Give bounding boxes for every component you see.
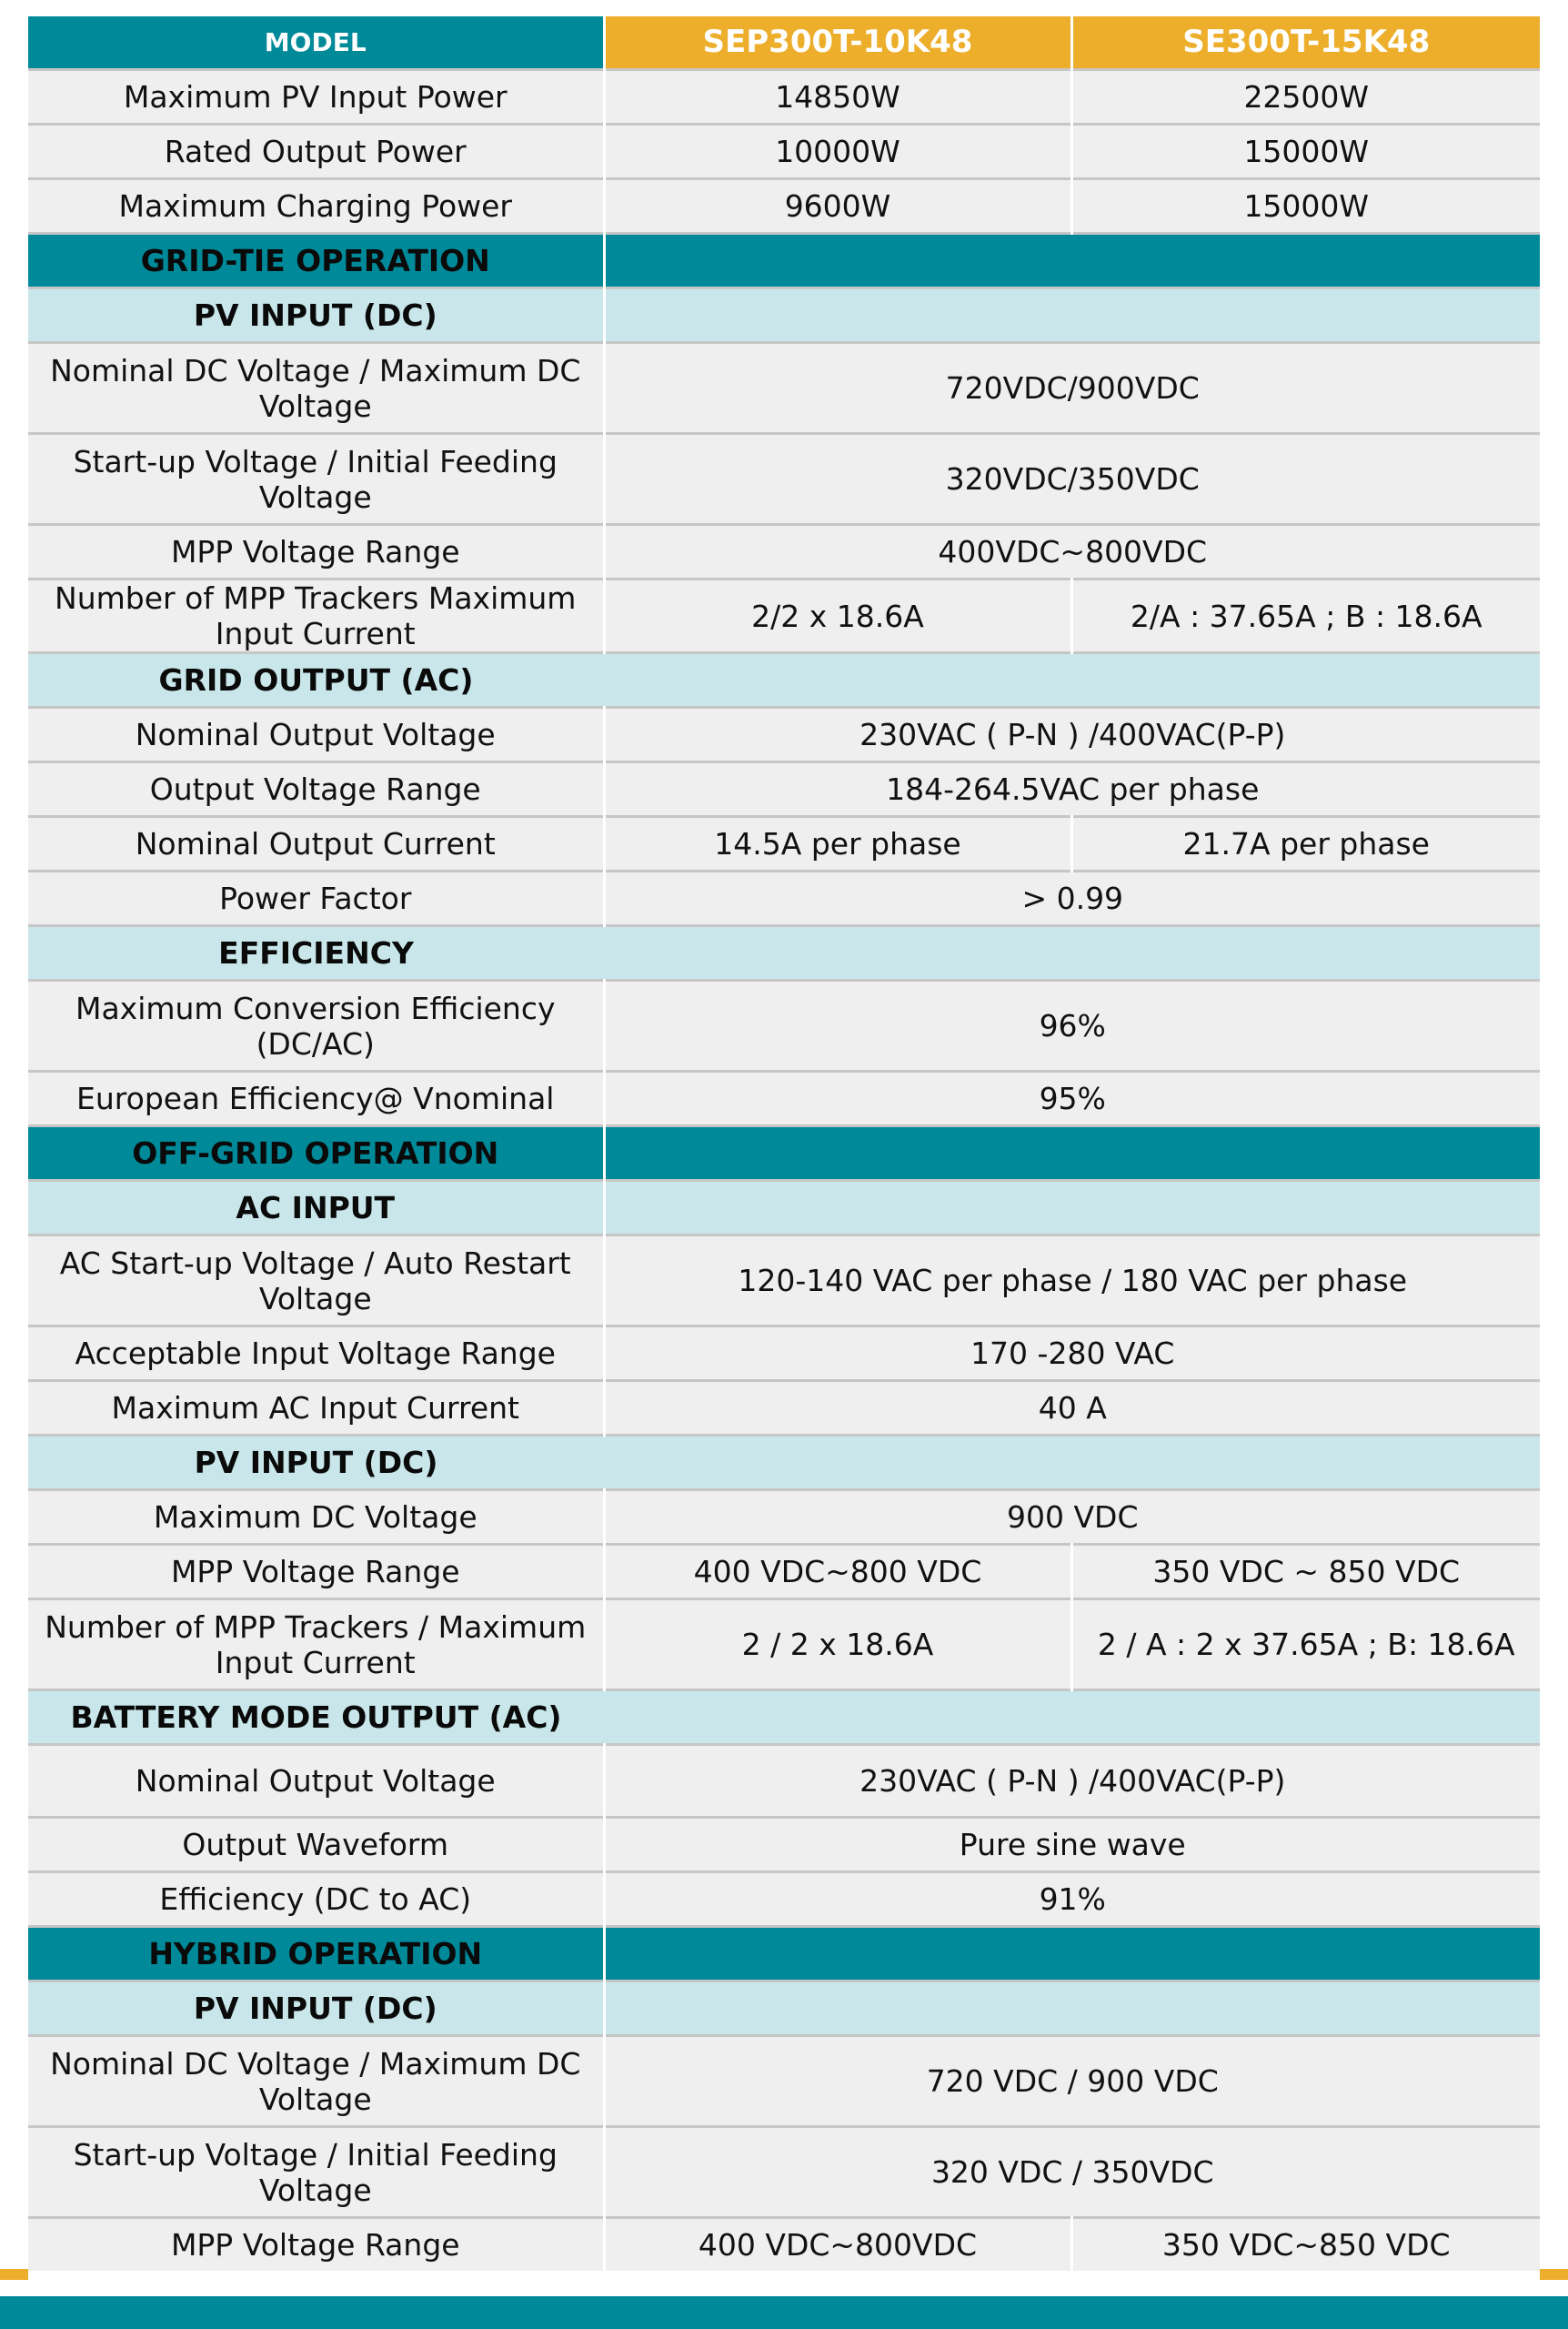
row-label: Efficiency (DC to AC) xyxy=(28,1872,604,1927)
row-label: Maximum Conversion Efficiency (DC/AC) xyxy=(28,981,604,1072)
subsection-filler xyxy=(604,653,1540,708)
table-row xyxy=(28,525,1540,580)
row-label: MPP Voltage Range xyxy=(28,525,604,580)
model-header-row xyxy=(28,16,1540,70)
row-value: 230VAC ( P-N ) /400VAC(P-P) xyxy=(604,708,1540,762)
row-value: 170 -280 VAC xyxy=(604,1326,1540,1381)
subsection-title: EFFICIENCY xyxy=(28,926,604,981)
subsection-title: BATTERY MODE OUTPUT (AC) xyxy=(28,1690,604,1745)
row-value: 96% xyxy=(604,981,1540,1072)
subsection-header-row xyxy=(28,926,1540,981)
table-row xyxy=(28,762,1540,817)
row-label: AC Start-up Voltage / Auto Restart Voltage xyxy=(28,1235,604,1326)
row-value-a: 2 / 2 x 18.6A xyxy=(604,1599,1071,1690)
table-row xyxy=(28,1745,1540,1818)
row-label: Nominal Output Voltage xyxy=(28,708,604,762)
model-label: MODEL xyxy=(28,16,604,70)
row-value: 320VDC/350VDC xyxy=(604,434,1540,525)
row-value-a: 10000W xyxy=(604,125,1071,179)
row-value: 40 A xyxy=(604,1381,1540,1436)
row-value: 320 VDC / 350VDC xyxy=(604,2127,1540,2218)
row-label: MPP Voltage Range xyxy=(28,2218,604,2272)
subsection-title: PV INPUT (DC) xyxy=(28,1981,604,2036)
row-value-b: 2/A : 37.65A ; B : 18.6A xyxy=(1071,580,1540,653)
table-row xyxy=(28,70,1540,125)
table-row xyxy=(28,1490,1540,1545)
row-value-b: 22500W xyxy=(1071,70,1540,125)
table-row xyxy=(28,2036,1540,2127)
row-label: Acceptable Input Voltage Range xyxy=(28,1326,604,1381)
model-b-name: SE300T-15K48 xyxy=(1071,16,1540,70)
row-value-a: 14.5A per phase xyxy=(604,817,1071,872)
row-label: Maximum PV Input Power xyxy=(28,70,604,125)
row-label: Output Waveform xyxy=(28,1818,604,1872)
subsection-header-row xyxy=(28,1981,1540,2036)
subsection-filler xyxy=(604,1436,1540,1490)
table-row xyxy=(28,2218,1540,2272)
row-value: 184-264.5VAC per phase xyxy=(604,762,1540,817)
row-value-a: 9600W xyxy=(604,179,1071,234)
section-header-row xyxy=(28,1927,1540,1981)
row-label: Rated Output Power xyxy=(28,125,604,179)
section-title: OFF-GRID OPERATION xyxy=(28,1126,604,1181)
row-label: Nominal DC Voltage / Maximum DC Voltage xyxy=(28,2036,604,2127)
subsection-title: PV INPUT (DC) xyxy=(28,288,604,343)
table-row xyxy=(28,708,1540,762)
row-label: European Efficiency@ Vnominal xyxy=(28,1072,604,1126)
table-row xyxy=(28,125,1540,179)
footer-stripe xyxy=(0,2296,1568,2329)
table-row xyxy=(28,872,1540,926)
table-row xyxy=(28,179,1540,234)
row-label: Start-up Voltage / Initial Feeding Voltage xyxy=(28,434,604,525)
row-label: Output Voltage Range xyxy=(28,762,604,817)
subsection-header-row xyxy=(28,288,1540,343)
section-header-row xyxy=(28,234,1540,288)
section-title: GRID-TIE OPERATION xyxy=(28,234,604,288)
table-row xyxy=(28,2127,1540,2218)
table-row xyxy=(28,1326,1540,1381)
subsection-header-row xyxy=(28,1436,1540,1490)
subsection-header-row xyxy=(28,1181,1540,1235)
row-value-a: 400 VDC~800VDC xyxy=(604,2218,1071,2272)
section-filler xyxy=(604,1927,1540,1981)
table-row xyxy=(28,1599,1540,1690)
section-filler xyxy=(604,1126,1540,1181)
table-row xyxy=(28,1545,1540,1599)
footer-accent-right xyxy=(1540,2269,1568,2280)
subsection-header-row xyxy=(28,653,1540,708)
subsection-filler xyxy=(604,926,1540,981)
table-row xyxy=(28,580,1540,653)
table-row xyxy=(28,1872,1540,1927)
row-value: 91% xyxy=(604,1872,1540,1927)
subsection-title: GRID OUTPUT (AC) xyxy=(28,653,604,708)
row-label: Nominal Output Current xyxy=(28,817,604,872)
subsection-title: AC INPUT xyxy=(28,1181,604,1235)
row-value-b: 350 VDC ~ 850 VDC xyxy=(1071,1545,1540,1599)
table-row xyxy=(28,817,1540,872)
row-value: 400VDC~800VDC xyxy=(604,525,1540,580)
row-label: Number of MPP Trackers Maximum Input Current xyxy=(28,580,604,653)
row-value-b: 15000W xyxy=(1071,125,1540,179)
footer-accent-left xyxy=(0,2269,28,2280)
spec-table xyxy=(28,16,1540,2271)
row-value: 720VDC/900VDC xyxy=(604,343,1540,434)
row-value-b: 350 VDC~850 VDC xyxy=(1071,2218,1540,2272)
row-value: 230VAC ( P-N ) /400VAC(P-P) xyxy=(604,1745,1540,1818)
row-value-b: 15000W xyxy=(1071,179,1540,234)
model-a-name: SEP300T-10K48 xyxy=(604,16,1071,70)
row-value-a: 400 VDC~800 VDC xyxy=(604,1545,1071,1599)
table-row xyxy=(28,434,1540,525)
section-header-row xyxy=(28,1126,1540,1181)
row-value-a: 2/2 x 18.6A xyxy=(604,580,1071,653)
row-label: Nominal Output Voltage xyxy=(28,1745,604,1818)
row-label: Nominal DC Voltage / Maximum DC Voltage xyxy=(28,343,604,434)
table-row xyxy=(28,1235,1540,1326)
row-label: Maximum DC Voltage xyxy=(28,1490,604,1545)
row-value: 120-140 VAC per phase / 180 VAC per phase xyxy=(604,1235,1540,1326)
table-row xyxy=(28,343,1540,434)
table-row xyxy=(28,1072,1540,1126)
row-value: 720 VDC / 900 VDC xyxy=(604,2036,1540,2127)
subsection-filler xyxy=(604,288,1540,343)
row-value-b: 21.7A per phase xyxy=(1071,817,1540,872)
row-label: Maximum Charging Power xyxy=(28,179,604,234)
row-label: Number of MPP Trackers / Maximum Input Current xyxy=(28,1599,604,1690)
subsection-filler xyxy=(604,1690,1540,1745)
subsection-header-row xyxy=(28,1690,1540,1745)
row-label: Power Factor xyxy=(28,872,604,926)
row-value: 95% xyxy=(604,1072,1540,1126)
section-title: HYBRID OPERATION xyxy=(28,1927,604,1981)
row-value: 900 VDC xyxy=(604,1490,1540,1545)
table-row xyxy=(28,981,1540,1072)
subsection-title: PV INPUT (DC) xyxy=(28,1436,604,1490)
row-value-b: 2 / A : 2 x 37.65A ; B: 18.6A xyxy=(1071,1599,1540,1690)
row-label: Start-up Voltage / Initial Feeding Voltage xyxy=(28,2127,604,2218)
spec-sheet xyxy=(28,16,1540,2271)
row-value-a: 14850W xyxy=(604,70,1071,125)
table-row xyxy=(28,1818,1540,1872)
row-label: MPP Voltage Range xyxy=(28,1545,604,1599)
row-value: > 0.99 xyxy=(604,872,1540,926)
row-value: Pure sine wave xyxy=(604,1818,1540,1872)
subsection-filler xyxy=(604,1981,1540,2036)
table-row xyxy=(28,1381,1540,1436)
subsection-filler xyxy=(604,1181,1540,1235)
section-filler xyxy=(604,234,1540,288)
row-label: Maximum AC Input Current xyxy=(28,1381,604,1436)
